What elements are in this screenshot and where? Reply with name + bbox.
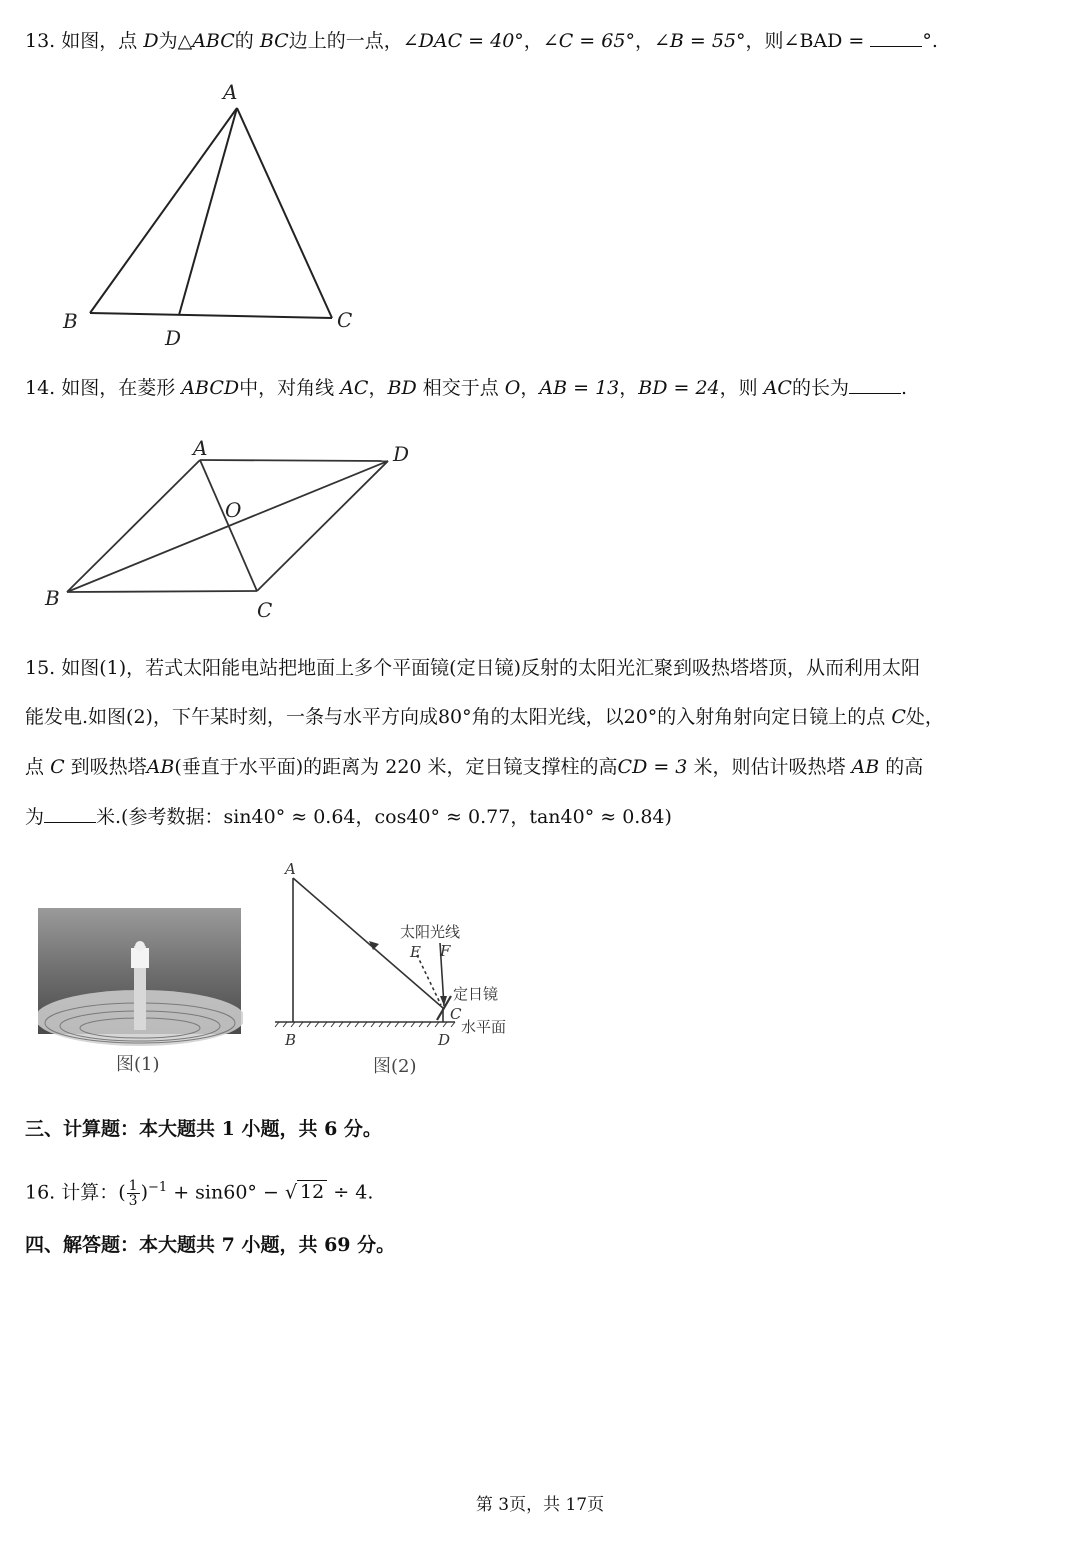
normal-e — [417, 955, 441, 1005]
label-d: D — [393, 442, 410, 466]
label-o: O — [225, 498, 242, 522]
q15-line1: 15. 如图(1)，若式太阳能电站把地面上多个平面镜(定日镜)反射的太阳光汇聚到吸热塔塔顶，从而利用太阳 — [25, 657, 920, 679]
figure1-caption: 图(1) — [116, 1054, 160, 1075]
label-d: D — [438, 1031, 451, 1049]
segment-ab — [90, 108, 237, 313]
sunlight-label: 太阳光线 — [400, 923, 461, 941]
label-e: E — [410, 943, 421, 961]
segment-ba — [67, 460, 200, 592]
answer-blank[interactable] — [44, 804, 96, 823]
label-a: A — [223, 80, 238, 104]
q13-text: 13. 如图，点 D为△ABC的 BC边上的一点，∠DAC = 40°，∠C = 65°，∠B = 55°，则∠BAD = °. — [25, 30, 938, 52]
q15-figure1-photo — [38, 908, 243, 1083]
segment-bc — [90, 313, 332, 318]
q14-text: 14. 如图，在菱形 ABCD中，对角线 AC，BD 相交于点 O，AB = 13，BD = 24，则 AC的长为 . — [25, 377, 908, 399]
label-a: A — [285, 860, 296, 878]
label-f: F — [440, 942, 451, 960]
label-b: B — [63, 309, 78, 333]
q15-line2: 能发电.如图(2)，下午某时刻，一条与水平方向成80°角的太阳光线，以20°的入射角射向定日镜上的点 C处， — [25, 706, 944, 728]
figure2-caption: 图(2) — [373, 1056, 417, 1077]
label-b: B — [285, 1031, 297, 1049]
ground-label: 水平面 — [461, 1018, 507, 1036]
diagonal-bd — [67, 461, 388, 592]
fraction: $\frac{1}{3}$ — [128, 1177, 138, 1209]
q13-triangle-figure — [55, 75, 375, 355]
page-footer: 第 3页，共 17页 — [475, 1495, 605, 1515]
section4-heading: 四、解答题：本大题共 7 小题，共 69 分。 — [25, 1234, 396, 1256]
label-b: B — [45, 586, 60, 610]
answer-blank[interactable] — [870, 28, 922, 47]
segment-ad — [200, 460, 388, 461]
q15-line3: 点 C 到吸热塔AB(垂直于水平面)的距离为 220 米，定日镜支撑柱的高CD = 3 米，则估计吸热塔 AB 的高 — [25, 756, 924, 778]
label-d: D — [165, 326, 182, 350]
segment-ad — [179, 108, 237, 315]
q14-rhombus-figure — [35, 435, 425, 625]
label-c: C — [450, 1005, 462, 1023]
label-c: C — [337, 308, 353, 332]
q15-line4: 为 米.(参考数据：sin40° ≈ 0.64，cos40° ≈ 0.77，tan40° ≈ 0.84) — [25, 806, 672, 828]
mirror-label: 定日镜 — [453, 985, 499, 1003]
answer-blank[interactable] — [849, 375, 901, 394]
segment-ac — [237, 108, 332, 318]
section3-heading: 三、计算题：本大题共 1 小题，共 6 分。 — [25, 1118, 382, 1140]
label-c: C — [257, 598, 273, 622]
segment-cb — [67, 591, 257, 592]
label-a: A — [193, 436, 208, 460]
segment-dc — [257, 461, 388, 591]
q16-text: 16. 计算：( $\frac{1}{3}$ )$^{-1}$ + sin60° − √ 12 ÷ 4. — [25, 1177, 374, 1209]
q15-figure2-diagram — [265, 858, 535, 1083]
